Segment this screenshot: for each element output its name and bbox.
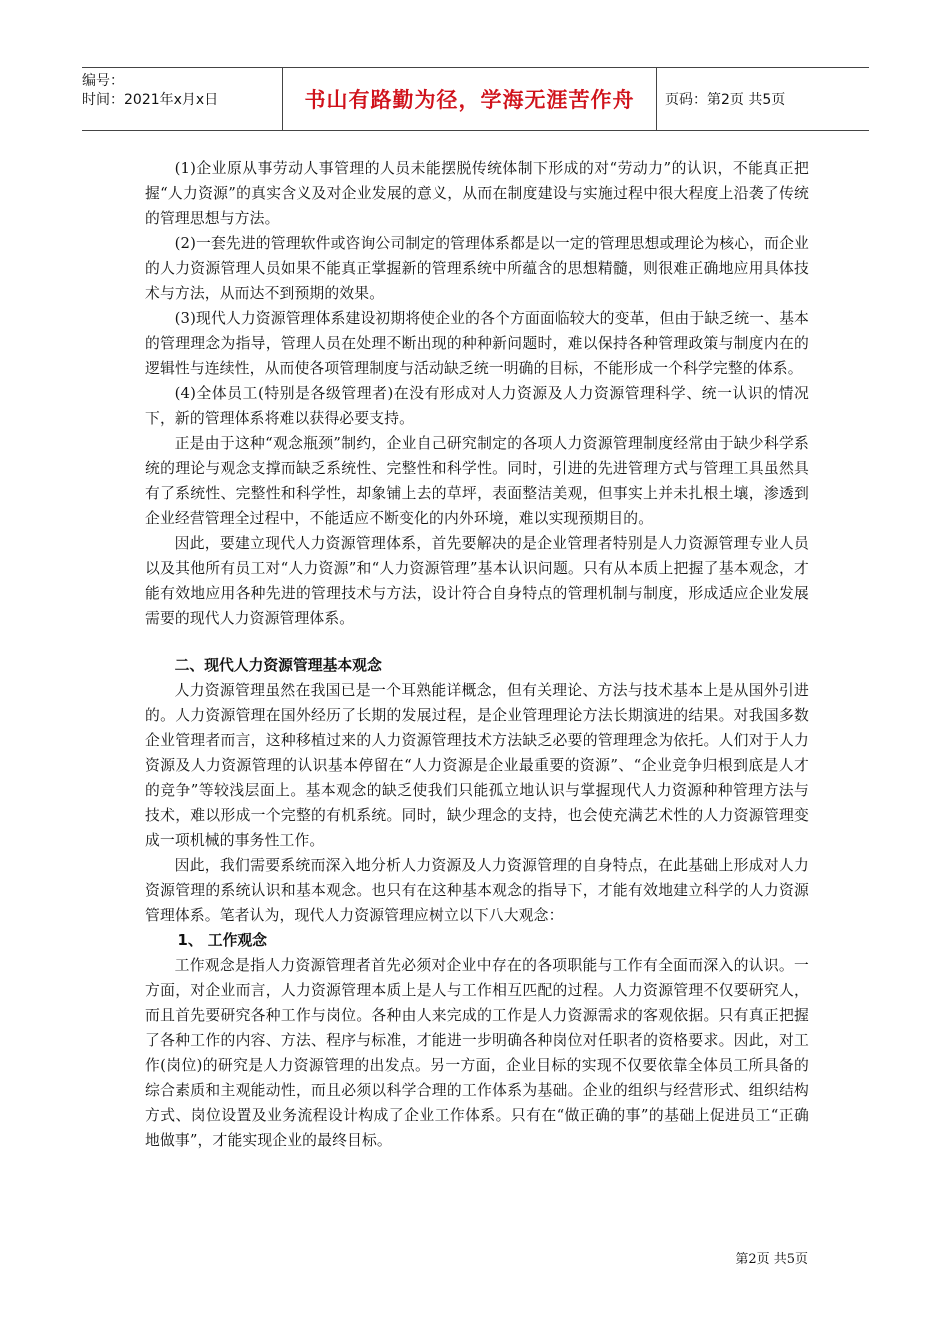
document-body: [145, 156, 809, 1153]
date-label: 时间：2021年x月x日: [82, 92, 219, 108]
number-label: 编号：: [82, 73, 124, 89]
section-heading: 二、现代人力资源管理基本观念: [174, 657, 382, 674]
page-footer: 第2页 共5页: [735, 1252, 808, 1267]
paragraph: (3)现代人力资源管理体系建设初期将使企业的各个方面面临较大的变革，但由于缺乏统一、基本的管理理念为指导，管理人员在处理不断出现的种种新问题时，难以保持各种管理政策与制度内在的逻辑性与连续性，从而使各项管理制度与活动缺乏统一明确的目标，不能形成一个科学完整的体系。: [145, 310, 809, 377]
paragraph: (1)企业原从事劳动人事管理的人员未能摆脱传统体制下形成的对“劳动力”的认识，不能真正把握“人力资源”的真实含义及对企业发展的意义，从而在制度建设与实施过程中很大程度上沿袭了传统的管理思想与方法。: [145, 160, 809, 227]
header-page-number: 页码：第2页 共5页: [665, 92, 786, 108]
paragraph: 因此，要建立现代人力资源管理体系，首先要解决的是企业管理者特别是人力资源管理专业人员以及其他所有员工对“人力资源”和“人力资源管理”基本认识问题。只有从本质上把握了基本观念，才能有效地应用各种先进的管理技术与方法，设计符合自身特点的管理机制与制度，形成适应企业发展需要的现代人力资源管理体系。: [145, 535, 809, 627]
header-meta: [82, 68, 282, 130]
subsection-heading: 1、 工作观念: [177, 932, 267, 949]
header-motto: 书山有路勤为径，学海无涯苦作舟: [282, 68, 657, 130]
page-header: [82, 67, 869, 131]
paragraph: 因此，我们需要系统而深入地分析人力资源及人力资源管理的自身特点，在此基础上形成对人力资源管理的系统认识和基本观念。也只有在这种基本观念的指导下，才能有效地建立科学的人力资源管理体系。笔者认为，现代人力资源管理应树立以下八大观念：: [145, 857, 809, 924]
paragraph: (4)全体员工(特别是各级管理者)在没有形成对人力资源及人力资源管理科学、统一认识的情况下，新的管理体系将难以获得必要支持。: [145, 385, 809, 427]
paragraph: (2)一套先进的管理软件或咨询公司制定的管理体系都是以一定的管理思想或理论为核心，而企业的人力资源管理人员如果不能真正掌握新的管理系统中所蕴含的思想精髓，则很难正确地应用具体技术与方法，从而达不到预期的效果。: [145, 235, 809, 302]
paragraph: 工作观念是指人力资源管理者首先必须对企业中存在的各项职能与工作有全面而深入的认识。一方面，对企业而言，人力资源管理本质上是人与工作相互匹配的过程。人力资源管理不仅要研究人，而且首先要研究各种工作与岗位。各种由人来完成的工作是人力资源需求的客观依据。只有真正把握了各种工作的内容、方法、程序与标准，才能进一步明确各种岗位对任职者的资格要求。因此，对工作(岗位)的研究是人力资源管理的出发点。另一方面，企业目标的实现不仅要依靠全体员工所具备的综合素质和主观能动性，而且必须以科学合理的工作体系为基础。企业的组织与经营形式、组织结构方式、岗位设置及业务流程设计构成了企业工作体系。只有在“做正确的事”的基础上促进员工“正确地做事”，才能实现企业的最终目标。: [145, 957, 809, 1149]
paragraph: 人力资源管理虽然在我国已是一个耳熟能详概念，但有关理论、方法与技术基本上是从国外引进的。人力资源管理在国外经历了长期的发展过程，是企业管理理论方法长期演进的结果。对我国多数企业管理者而言，这种移植过来的人力资源管理技术方法缺乏必要的管理理念为依托。人们对于人力资源及人力资源管理的认识基本停留在“人力资源是企业最重要的资源”、“企业竞争归根到底是人才的竞争”等较浅层面上。基本观念的缺乏使我们只能孤立地认识与掌握现代人力资源种种管理方法与技术，难以形成一个完整的有机系统。同时，缺少理念的支持，也会使充满艺术性的人力资源管理变成一项机械的事务性工作。: [145, 682, 809, 849]
paragraph: 正是由于这种“观念瓶颈”制约，企业自己研究制定的各项人力资源管理制度经常由于缺少科学系统的理论与观念支撑而缺乏系统性、完整性和科学性。同时，引进的先进管理方式与管理工具虽然具有了系统性、完整性和科学性，却象铺上去的草坪，表面整洁美观，但事实上并未扎根土壤，渗透到企业经营管理全过程中，不能适应不断变化的内外环境，难以实现预期目的。: [145, 435, 809, 527]
